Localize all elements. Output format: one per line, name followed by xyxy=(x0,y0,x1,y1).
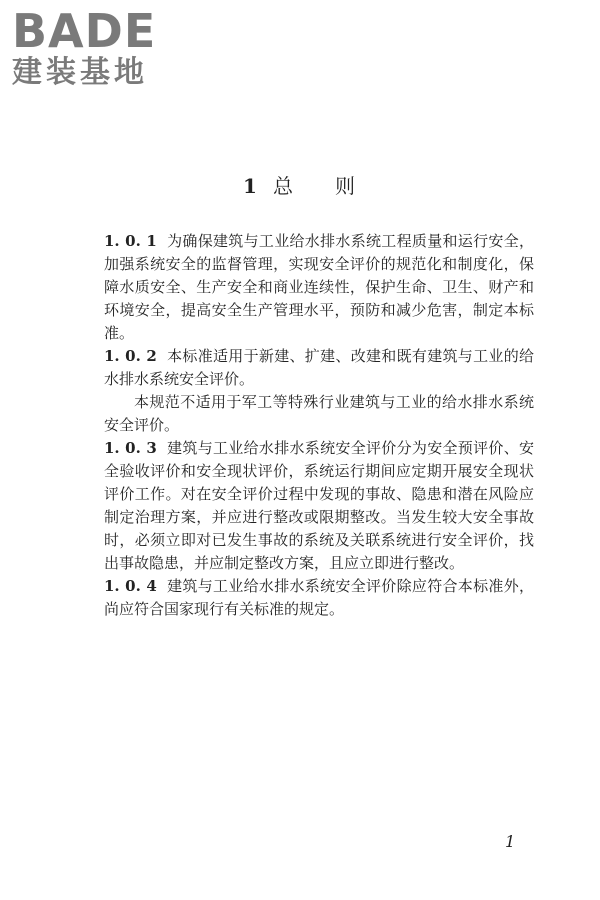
clause-number: 1. 0. 1 xyxy=(104,232,157,250)
brand-logo xyxy=(12,6,182,96)
clause-1-0-1 xyxy=(104,230,534,345)
clause-number: 1. 0. 2 xyxy=(104,347,157,365)
logo-subtitle: 建装基地 xyxy=(12,55,148,90)
clause-number: 1. 0. 4 xyxy=(104,577,157,595)
clause-text: 建筑与工业给水排水系统安全评价除应符合本标准外，尚应符合国家现行有关标准的规定。 xyxy=(104,577,534,618)
chapter-title-part2: 则 xyxy=(334,174,357,198)
clause-1-0-4 xyxy=(104,575,534,621)
clause-text: 为确保建筑与工业给水排水系统工程质量和运行安全，加强系统安全的监督管理，实现安全评价的规范化和制度化，保障水质安全、生产安全和商业连续性，保护生命、卫生、财产和环境安全，提高安全生产管理水平，预防和减少危害，制定本标准。 xyxy=(104,232,534,342)
page-number: 1 xyxy=(505,832,516,851)
clause-1-0-3 xyxy=(104,437,534,575)
chapter-title-part1: 总 xyxy=(272,174,295,198)
clause-1-0-2 xyxy=(104,345,534,391)
chapter-number: 1 xyxy=(243,174,259,198)
logo-brand-text: BADE xyxy=(12,4,157,58)
clause-text: 本规范不适用于军工等特殊行业建筑与工业的给水排水系统安全评价。 xyxy=(104,393,534,434)
clause-text: 建筑与工业给水排水系统安全评价分为安全预评价、安全验收评价和安全现状评价，系统运行期间应定期开展安全现状评价工作。对在安全评价过程中发现的事故、隐患和潜在风险应制定治理方案，并应进行整改或限期整改。当发生较大安全事故时，必须立即对已发生事故的系统及关联系统进行安全评价，找出事故隐患，并应制定整改方案，且应立即进行整改。 xyxy=(104,439,534,572)
clause-1-0-2-continuation xyxy=(104,391,534,437)
chapter-title xyxy=(0,170,600,199)
clause-number: 1. 0. 3 xyxy=(104,439,157,457)
clause-list xyxy=(104,230,534,621)
clause-text: 本标准适用于新建、扩建、改建和既有建筑与工业的给水排水系统安全评价。 xyxy=(104,347,534,388)
